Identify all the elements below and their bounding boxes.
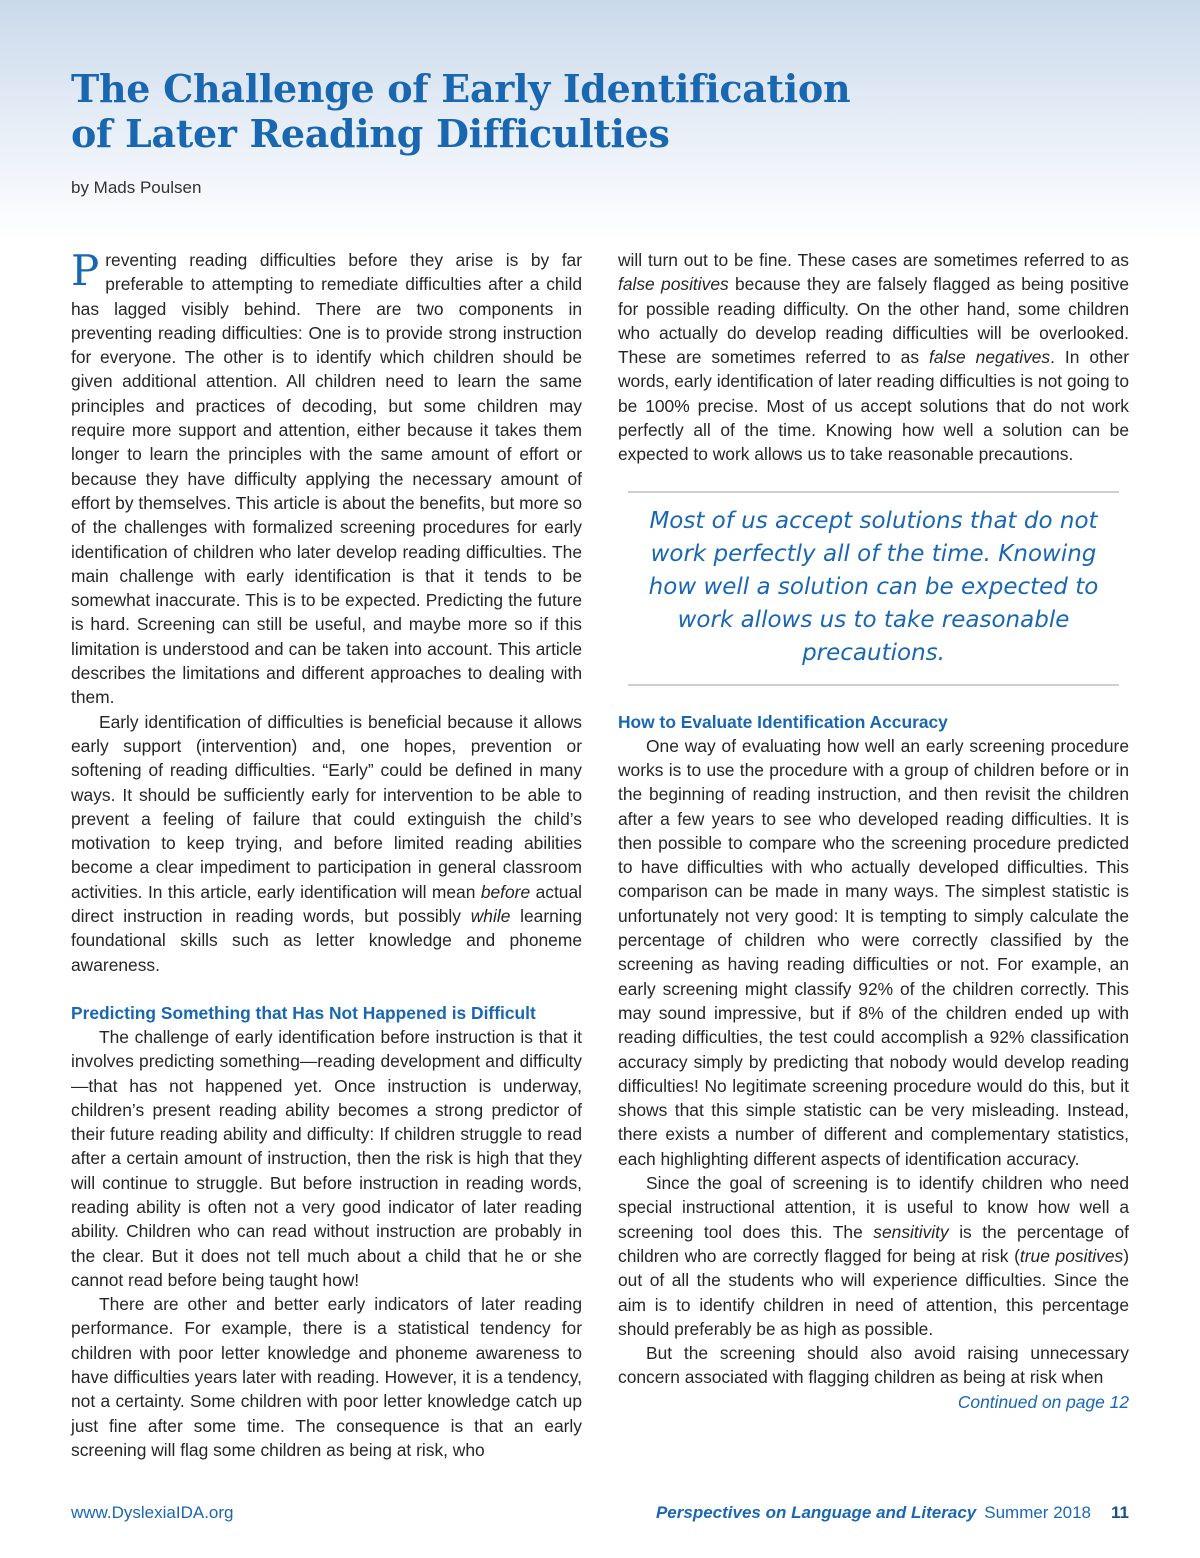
pull-quote: Most of us accept solutions that do not work perfectly all of the time. Knowing how well a solution can be expected to work allows us to take reasonable precautions. (628, 491, 1119, 686)
continued-link[interactable]: Continued on page 12 (957, 1391, 1129, 1412)
drop-cap: P (71, 246, 100, 295)
title-line-2: of Later Reading Difficulties (71, 111, 670, 156)
title-line-1: The Challenge of Early Identification (71, 66, 851, 111)
paragraph: Since the goal of screening is to identify children who need special instructional attention, it is useful to know how well a screening tool does this. The sensitivity is the percentage of children who are correctly flagged for being at risk (true positives) out of all the students who will experience difficulties. Since the aim is to identify children in need of attention, this percentage should preferably be as high as possible. (618, 1173, 1129, 1339)
paragraph: One way of evaluating how well an early screening procedure works is to use the procedure with a group of children before or in the beginning of reading instruction, and then revisit the children after a few years to see who developed reading difficulties. It is then possible to compare who the screening procedure predicted to have difficulties with who actually developed difficulties. This comparison can be made in many ways. The simplest statistic is unfortunately not very good: It is tempting to simply calculate the percentage of children who were correctly classified by the screening as having reading difficulties or not. For example, an early screening might classify 92% of the children correctly. This may sound impressive, but if 8% of the children ended up with reading difficulties, the test could accomplish a 92% classification accuracy simply by predicting that nobody would develop reading difficulties! No legitimate screening procedure would do this, but it shows that this simple statistic can be very misleading. Instead, there exists a number of different and complementary statistics, each highlighting different aspects of identification accuracy. (618, 735, 1129, 1169)
section-heading: How to Evaluate Identification Accuracy (618, 711, 948, 732)
intro-paragraph: Preventing reading difficulties before they arise is by far preferable to attempting to remediate difficulties after a child has lagged visibly behind. There are two components in preventing reading difficulties: One is to provide strong instruction for everyone. The other is to identify which children should be given additional attention. All children need to learn the same principles and practices of decoding, but some children may require more support and attention, either because it takes them longer to learn the principles with the same amount of effort or because they have difficulty applying the necessary amount of effort by themselves. This article is about the benefits, but more so of the challenges with formalized screening procedures for early identification of children who later develop reading difficulties. The main challenge with early identification is that it tends to be somewhat inaccurate. This is to be expected. Predicting the future is hard. Screening can still be useful, and maybe more so if this limitation is understood and can be taken into account. This article describes the limitations and different approaches to dealing with them. (71, 246, 582, 708)
byline: by Mads Poulsen (71, 178, 202, 197)
website-link[interactable]: www.DyslexiaIDA.org (71, 1503, 234, 1522)
left-column (71, 248, 582, 1462)
article-title (71, 66, 850, 156)
paragraph: But the screening should also avoid raising unnecessary concern associated with flagging children as being at risk when (618, 1343, 1129, 1388)
issue-date: Summer 2018 (984, 1503, 1092, 1522)
right-column (618, 248, 1129, 1414)
page-number: 11 (1111, 1503, 1129, 1522)
footer-info (656, 1503, 1129, 1523)
journal-title: Perspectives on Language and Literacy (655, 1503, 977, 1522)
paragraph: There are other and better early indicators of later reading performance. For example, there is a statistical tendency for children with poor letter knowledge and phoneme awareness to have difficulties years later with reading. However, it is a tendency, not a certainty. Some children with poor letter knowledge catch up just fine after some time. The consequence is that an early screening will flag some children as being at risk, who (71, 1294, 582, 1460)
paragraph: will turn out to be fine. These cases are sometimes referred to as false positives because they are falsely flagged as being positive for possible reading difficulty. On the other hand, some children who actually do develop reading difficulties will be overlooked. These are sometimes referred to as false negatives. In other words, early identification of later reading difficulties is not going to be 100% precise. Most of us accept solutions that do not work perfectly all of the time. Knowing how well a solution can be expected to work allows us to take reasonable precautions. (618, 250, 1130, 465)
section-heading: Predicting Something that Has Not Happened is Difficult (71, 1002, 536, 1023)
paragraph: The challenge of early identification before instruction is that it involves predicting something—reading development and difficulty—that has not happened yet. Once instruction is underway, children’s present reading ability becomes a strong predictor of their future reading ability and difficulty: If children struggle to read after a certain amount of instruction, then the risk is high that they will continue to struggle. But before instruction in reading words, reading ability is often not a very good indicator of later reading ability. Children who can read without instruction are probably in the clear. But it does not tell much about a child that he or she cannot read before being taught how! (71, 1026, 582, 1290)
paragraph: Early identification of difficulties is beneficial because it allows early support (intervention) and, one hopes, prevention or softening of reading difficulties. “Early” could be defined in many ways. It should be sufficiently early for intervention to be able to prevent a feeling of failure that could extinguish the child’s motivation to keep trying, and before limited reading abilities become a clear impediment to participation in general classroom activities. In this article, early identification will mean before actual direct instruction in reading words, but possibly while learning foundational skills such as letter knowledge and phoneme awareness. (71, 711, 582, 975)
